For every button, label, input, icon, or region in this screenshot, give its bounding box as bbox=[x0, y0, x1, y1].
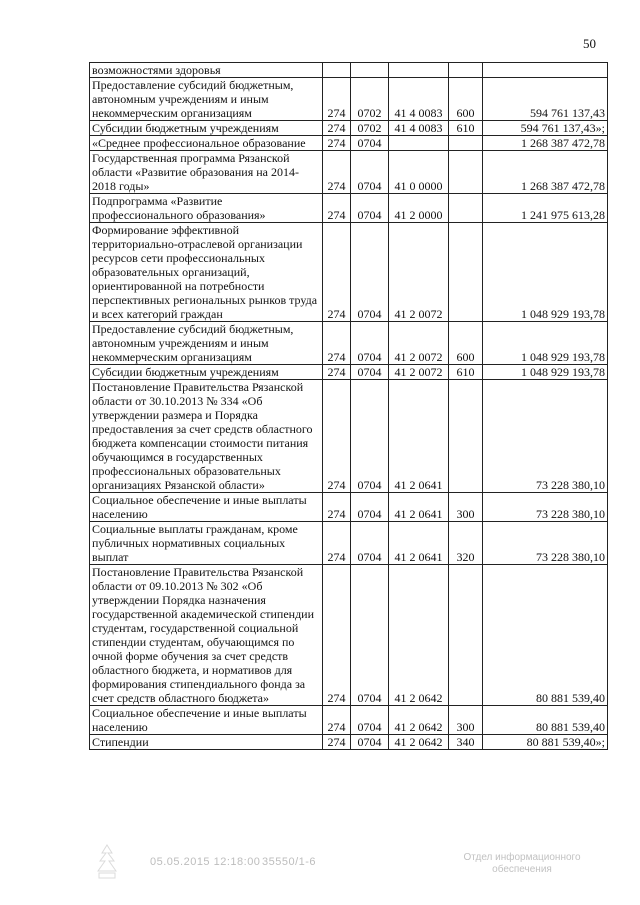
row-description: «Среднее профессиональное образование bbox=[90, 136, 323, 151]
table-row bbox=[90, 121, 608, 136]
col-expense-type: 320 bbox=[449, 522, 483, 565]
col-target-article: 41 2 0641 bbox=[389, 522, 449, 565]
row-description: Социальные выплаты гражданам, кроме публичных нормативных социальных выплат bbox=[90, 522, 323, 565]
col-section-code: 0704 bbox=[351, 735, 389, 750]
col-expense-type bbox=[449, 151, 483, 194]
col-target-article: 41 4 0083 bbox=[389, 78, 449, 121]
col-target-article: 41 2 0072 bbox=[389, 365, 449, 380]
col-expense-type bbox=[449, 565, 483, 706]
col-ministry-code: 274 bbox=[323, 735, 351, 750]
col-target-article: 41 2 0641 bbox=[389, 493, 449, 522]
col-section-code: 0704 bbox=[351, 493, 389, 522]
row-amount: 73 228 380,10 bbox=[483, 522, 608, 565]
col-target-article: 41 0 0000 bbox=[389, 151, 449, 194]
budget-table-body bbox=[90, 63, 608, 750]
col-ministry-code: 274 bbox=[323, 706, 351, 735]
col-target-article: 41 2 0000 bbox=[389, 194, 449, 223]
col-target-article bbox=[389, 136, 449, 151]
col-target-article: 41 2 0072 bbox=[389, 322, 449, 365]
row-description: Субсидии бюджетным учреждениям bbox=[90, 365, 323, 380]
table-row bbox=[90, 322, 608, 365]
col-ministry-code: 274 bbox=[323, 493, 351, 522]
col-section-code: 0704 bbox=[351, 223, 389, 322]
col-target-article: 41 2 0642 bbox=[389, 706, 449, 735]
row-description: Подпрограмма «Развитие профессионального образования» bbox=[90, 194, 323, 223]
col-ministry-code: 274 bbox=[323, 78, 351, 121]
table-row bbox=[90, 78, 608, 121]
emblem-icon bbox=[92, 843, 122, 881]
row-amount: 1 048 929 193,78 bbox=[483, 223, 608, 322]
row-description: Постановление Правительства Рязанской области от 30.10.2013 № 334 «Об утверждении размера и Порядка предоставления за счет средств областного бюджета компенсации стоимости питания обучающимся в государственных профессиональных образовательных организациях Рязанской области» bbox=[90, 380, 323, 493]
table-row bbox=[90, 63, 608, 78]
table-row bbox=[90, 493, 608, 522]
col-expense-type bbox=[449, 136, 483, 151]
row-amount: 594 761 137,43»; bbox=[483, 121, 608, 136]
table-row bbox=[90, 194, 608, 223]
col-section-code: 0704 bbox=[351, 565, 389, 706]
row-amount: 80 881 539,40»; bbox=[483, 735, 608, 750]
col-ministry-code: 274 bbox=[323, 322, 351, 365]
row-description: Субсидии бюджетным учреждениям bbox=[90, 121, 323, 136]
col-target-article: 41 2 0072 bbox=[389, 223, 449, 322]
col-expense-type bbox=[449, 380, 483, 493]
col-expense-type: 610 bbox=[449, 121, 483, 136]
col-expense-type bbox=[449, 223, 483, 322]
col-ministry-code: 274 bbox=[323, 223, 351, 322]
row-amount bbox=[483, 63, 608, 78]
row-amount: 1 048 929 193,78 bbox=[483, 322, 608, 365]
table-row bbox=[90, 706, 608, 735]
col-expense-type bbox=[449, 194, 483, 223]
col-ministry-code: 274 bbox=[323, 121, 351, 136]
col-ministry-code: 274 bbox=[323, 194, 351, 223]
col-section-code: 0702 bbox=[351, 78, 389, 121]
row-amount: 73 228 380,10 bbox=[483, 493, 608, 522]
row-description: Постановление Правительства Рязанской области от 09.10.2013 № 302 «Об утверждении Порядка назначения государственной академической стипендии студентам, государственной социальной стипендии студентам, обучающимся по очной форме обучения за счет средств областного бюджета, и нормативов для формирования стипендиального фонда за счет средств областного бюджета» bbox=[90, 565, 323, 706]
row-description: Социальное обеспечение и иные выплаты населению bbox=[90, 706, 323, 735]
row-description: Формирование эффективной территориально-отраслевой организации ресурсов сети профессиональных образовательных организаций, ориентированной на потребности перспективных региональных рынков труда и всех категорий граждан bbox=[90, 223, 323, 322]
col-section-code: 0704 bbox=[351, 706, 389, 735]
col-section-code: 0704 bbox=[351, 522, 389, 565]
col-ministry-code: 274 bbox=[323, 380, 351, 493]
row-amount: 73 228 380,10 bbox=[483, 380, 608, 493]
col-target-article: 41 2 0641 bbox=[389, 380, 449, 493]
footer-stamp-text: Отдел информационного обеспечения bbox=[463, 852, 581, 875]
col-expense-type: 300 bbox=[449, 706, 483, 735]
col-target-article: 41 2 0642 bbox=[389, 735, 449, 750]
table-row bbox=[90, 380, 608, 493]
row-description: Предоставление субсидий бюджетным, автономным учреждениям и иным некоммерческим организациям bbox=[90, 78, 323, 121]
col-section-code: 0702 bbox=[351, 121, 389, 136]
table-row bbox=[90, 365, 608, 380]
col-ministry-code: 274 bbox=[323, 565, 351, 706]
col-section-code: 0704 bbox=[351, 136, 389, 151]
col-expense-type: 300 bbox=[449, 493, 483, 522]
col-ministry-code: 274 bbox=[323, 522, 351, 565]
budget-table bbox=[89, 62, 608, 750]
col-expense-type: 610 bbox=[449, 365, 483, 380]
col-target-article: 41 4 0083 bbox=[389, 121, 449, 136]
row-amount: 1 268 387 472,78 bbox=[483, 151, 608, 194]
footer-doc-code: 35550/1-6 bbox=[262, 856, 317, 868]
col-expense-type: 340 bbox=[449, 735, 483, 750]
row-description: Стипендии bbox=[90, 735, 323, 750]
page-number: 50 bbox=[583, 36, 596, 51]
row-description: Государственная программа Рязанской области «Развитие образования на 2014-2018 годы» bbox=[90, 151, 323, 194]
col-ministry-code bbox=[323, 63, 351, 78]
col-section-code: 0704 bbox=[351, 151, 389, 194]
table-row bbox=[90, 136, 608, 151]
col-expense-type bbox=[449, 63, 483, 78]
col-section-code bbox=[351, 63, 389, 78]
col-target-article bbox=[389, 63, 449, 78]
row-amount: 1 048 929 193,78 bbox=[483, 365, 608, 380]
col-expense-type: 600 bbox=[449, 322, 483, 365]
col-ministry-code: 274 bbox=[323, 365, 351, 380]
table-row bbox=[90, 151, 608, 194]
col-section-code: 0704 bbox=[351, 365, 389, 380]
row-description: возможностями здоровья bbox=[90, 63, 323, 78]
row-amount: 1 268 387 472,78 bbox=[483, 136, 608, 151]
col-expense-type: 600 bbox=[449, 78, 483, 121]
footer-datetime: 05.05.2015 12:18:00 bbox=[150, 856, 261, 868]
row-amount: 594 761 137,43 bbox=[483, 78, 608, 121]
col-section-code: 0704 bbox=[351, 194, 389, 223]
table-row bbox=[90, 522, 608, 565]
table-row bbox=[90, 565, 608, 706]
row-description: Предоставление субсидий бюджетным, автономным учреждениям и иным некоммерческим организациям bbox=[90, 322, 323, 365]
col-ministry-code: 274 bbox=[323, 151, 351, 194]
col-ministry-code: 274 bbox=[323, 136, 351, 151]
col-section-code: 0704 bbox=[351, 322, 389, 365]
table-row bbox=[90, 735, 608, 750]
row-amount: 1 241 975 613,28 bbox=[483, 194, 608, 223]
col-section-code: 0704 bbox=[351, 380, 389, 493]
row-amount: 80 881 539,40 bbox=[483, 565, 608, 706]
row-amount: 80 881 539,40 bbox=[483, 706, 608, 735]
table-row bbox=[90, 223, 608, 322]
col-target-article: 41 2 0642 bbox=[389, 565, 449, 706]
row-description: Социальное обеспечение и иные выплаты населению bbox=[90, 493, 323, 522]
